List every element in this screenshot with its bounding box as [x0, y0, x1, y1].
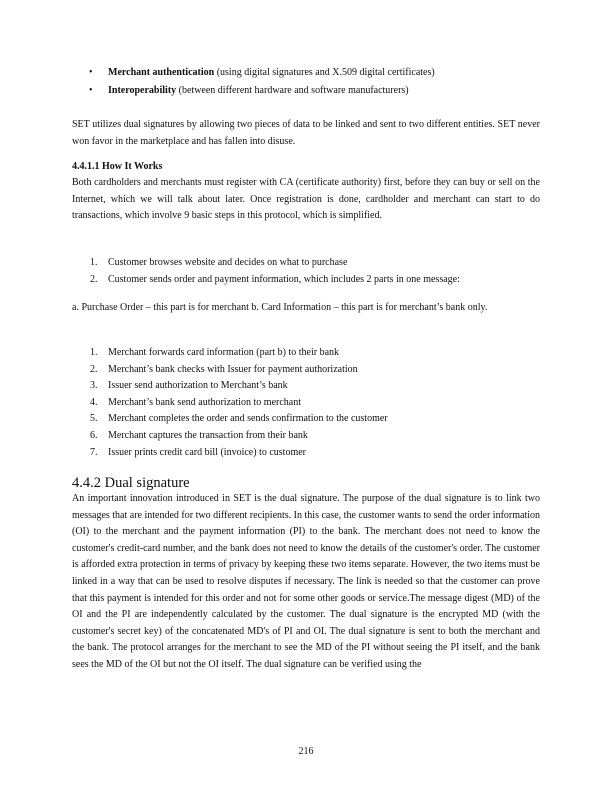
page-number: 216	[298, 746, 314, 757]
parts-paragraph: a. Purchase Order – this part is for merchant b. Card Information – this part is for merchant’s bank only.	[72, 302, 488, 313]
dual-signature-paragraph: An important innovation introduced in SET is the dual signature. The purpose of the dual signature is to link two messages that are intended for two different recipients. In this case, the customer wants to send the order information (OI) to the merchant and the payment information (PI) to the bank. The merchant does not need to know the customer's credit-card number, and the bank does not need to know the details of the customer's order. The customer is afforded extra protection in terms of privacy by keeping these two items separate. However, the two items must be linked in a way that can be used to resolve disputes if necessary. The link is needed so that the customer can prove that this payment is intended for this order and not for some other goods or service.The message digest (MD) of the OI and the PI are independently calculated by the customer. The dual signature is the encrypted MD (with the customer's secret key) of the concatenated MD's of PI and OI. The dual signature is sent to both the merchant and the bank. The protocol arranges for the merchant to see the MD of the PI without seeing the PI itself, and the bank sees the MD of the OI but not the OI itself. The dual signature can be verified using the	[72, 493, 541, 670]
list-item	[90, 82, 520, 100]
bullet-bold-text: Merchant authentication	[108, 67, 215, 78]
section-heading-4-4-1-1: 4.4.1.1 How It Works	[72, 161, 163, 172]
list-item: 2. Customer sends order and payment information, which includes 2 parts in one message:	[90, 273, 460, 285]
bullet-list	[90, 64, 520, 100]
section-heading-4-4-2: 4.4.2 Dual signature	[72, 475, 190, 491]
bullet-bold-text: Interoperability	[108, 85, 177, 96]
bullet-dot-icon: •	[89, 85, 93, 96]
list-item: 7. Issuer prints credit card bill (invoice) to customer	[90, 446, 306, 458]
list-item: 4. Merchant’s bank send authorization to merchant	[90, 396, 301, 408]
list-item: 1. Customer browses website and decides on what to purchase	[90, 257, 348, 268]
bullet-dot-icon: •	[89, 67, 93, 78]
list-item: 5. Merchant completes the order and sends confirmation to the customer	[90, 413, 388, 425]
intro-paragraph: SET utilizes dual signatures by allowing two pieces of data to be linked and sent to two different entities. SET never won favor in the marketplace and has fallen into disuse.	[72, 119, 540, 147]
bullet-text: (using digital signatures and X.509 digital certificates)	[214, 67, 435, 78]
steps-list-a	[90, 255, 540, 288]
bullet-text: (between different hardware and software manufacturers)	[176, 85, 409, 96]
list-item: 1. Merchant forwards card information (part b) to their bank	[90, 347, 340, 358]
list-item	[90, 64, 520, 82]
how-it-works-paragraph: Both cardholders and merchants must register with CA (certificate authority) first, before they can buy or sell on the Internet, which we will talk about later. Once registration is done, cardholder and merchant can start to do transactions, which involve 9 basic steps in this protocol, which is simplified.	[72, 177, 540, 222]
steps-list-b	[90, 345, 540, 461]
list-item: 2. Merchant’s bank checks with Issuer for payment authorization	[90, 363, 358, 375]
list-item: 6. Merchant captures the transaction from their bank	[90, 429, 308, 441]
list-item: 3. Issuer send authorization to Merchant’s bank	[90, 380, 288, 392]
